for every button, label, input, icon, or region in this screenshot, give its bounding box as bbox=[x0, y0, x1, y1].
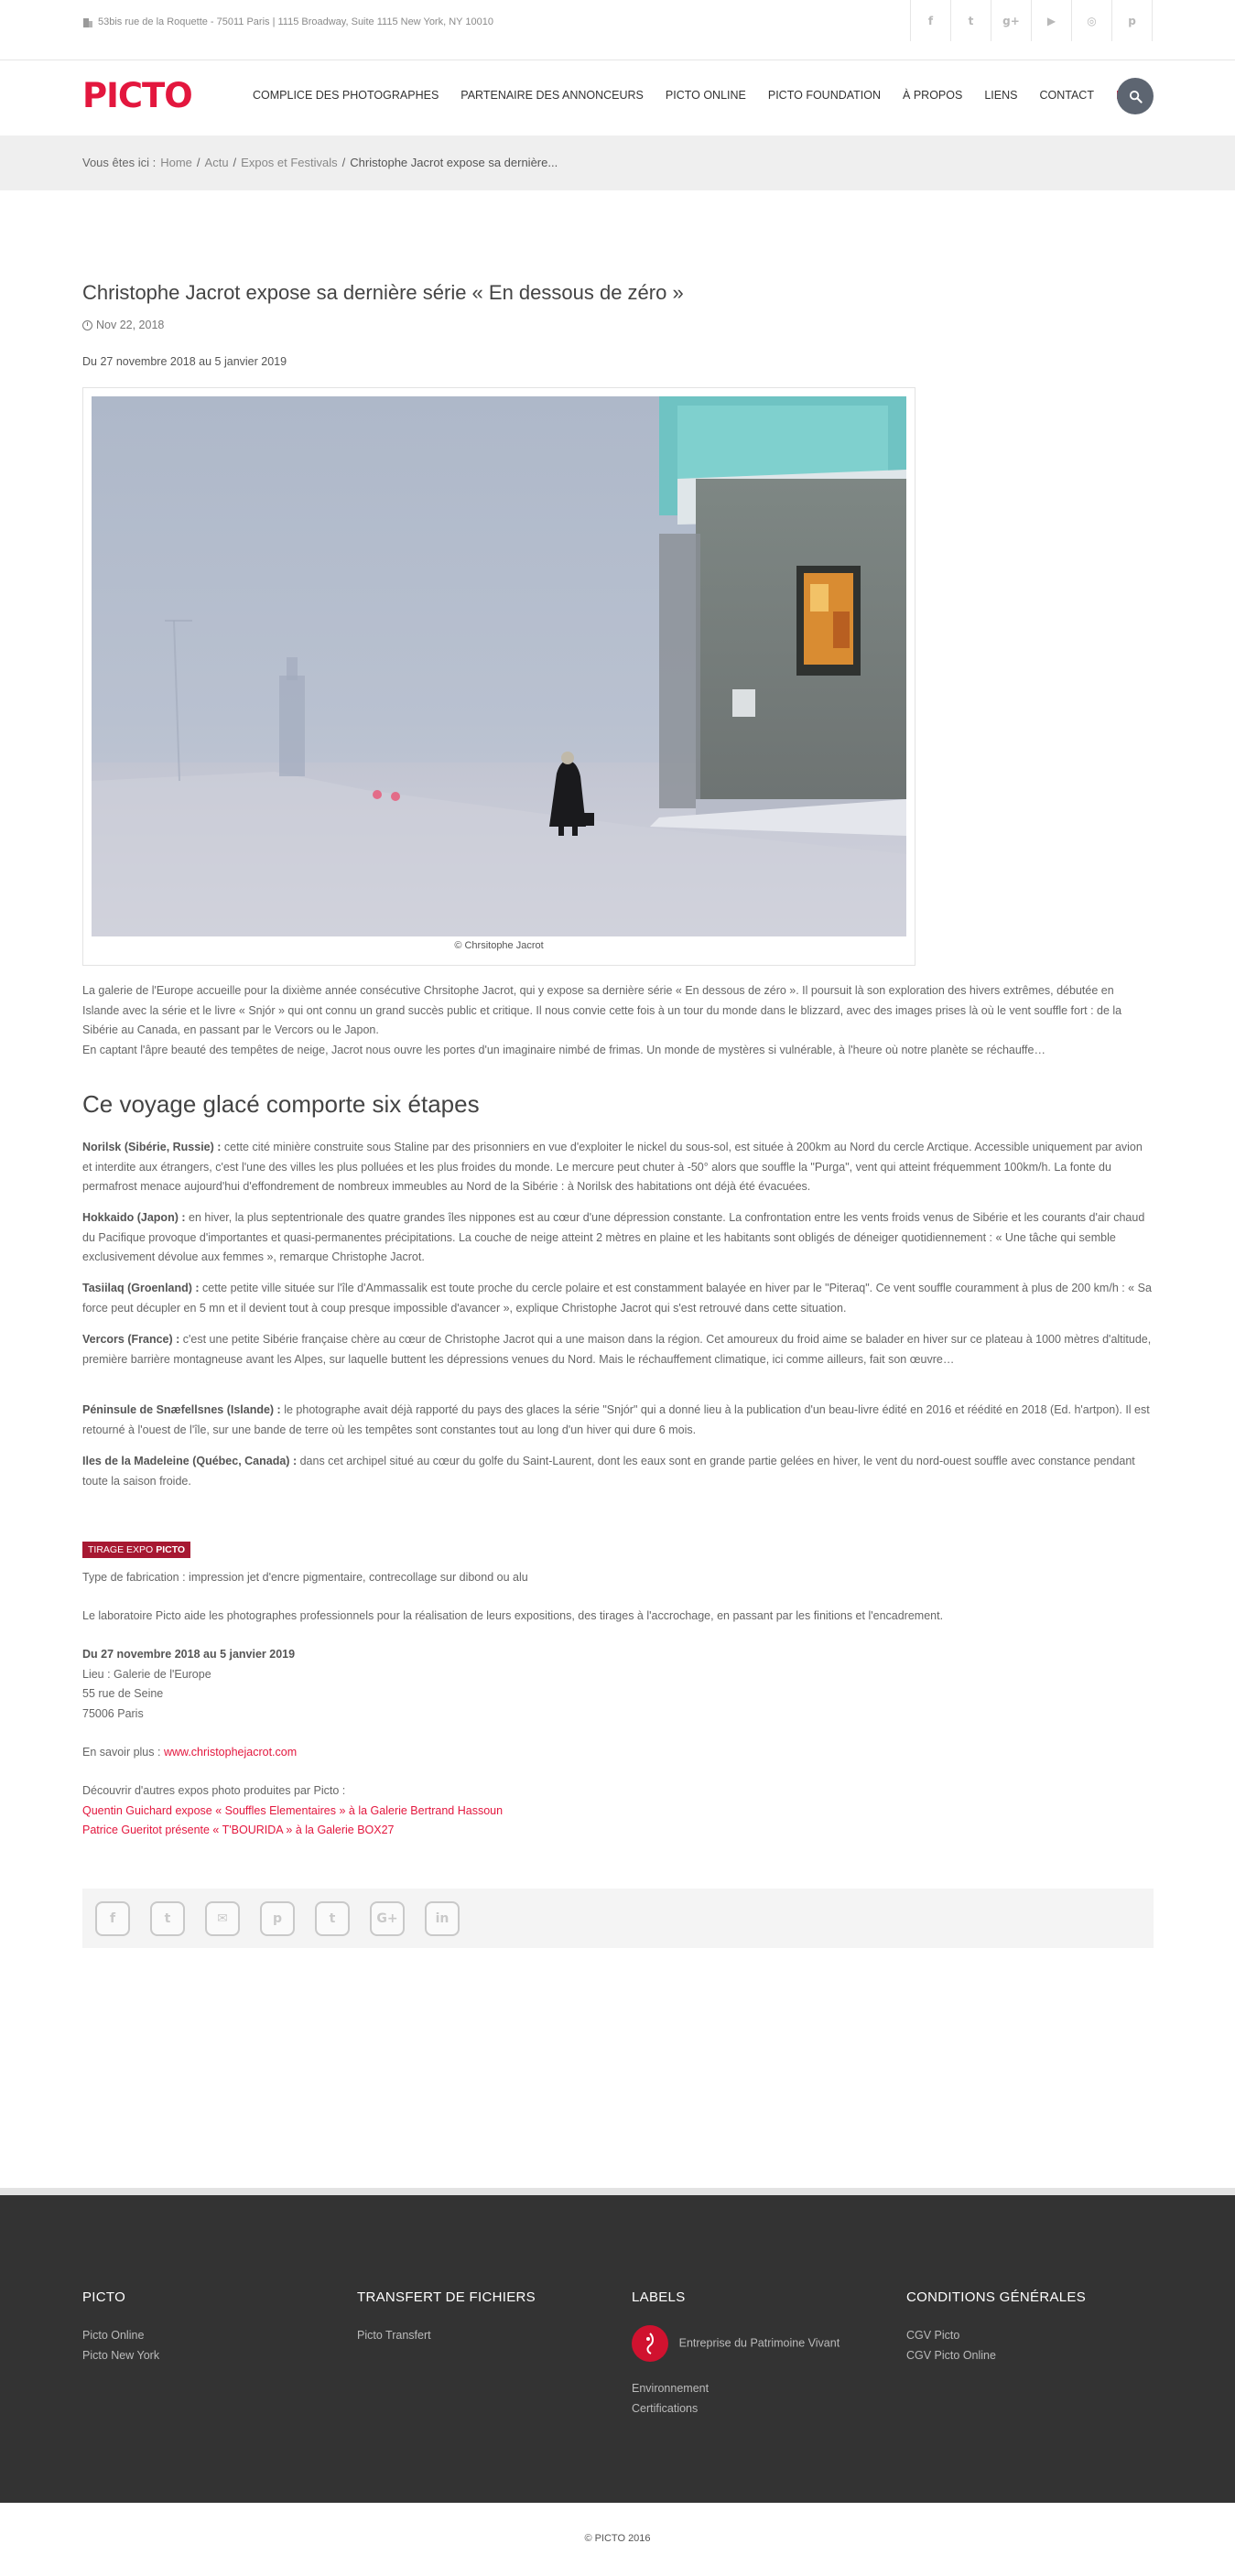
intro-paragraph bbox=[82, 981, 1154, 1060]
twitter-icon[interactable]: t bbox=[951, 0, 991, 41]
article-photo[interactable] bbox=[92, 396, 906, 936]
search-icon bbox=[1129, 90, 1143, 103]
related-link[interactable]: Quentin Guichard expose « Souffles Elementaires » à la Galerie Bertrand Hassoun bbox=[82, 1803, 504, 1817]
clock-icon bbox=[82, 320, 92, 330]
footer-col-labels bbox=[632, 2289, 840, 2419]
tumblr-share-icon[interactable]: t bbox=[315, 1901, 350, 1936]
site-header bbox=[0, 60, 1235, 135]
address-bar bbox=[82, 16, 493, 27]
pinterest-share-icon[interactable]: p bbox=[260, 1901, 295, 1936]
nav-item-picto-online[interactable]: PICTO ONLINE bbox=[665, 89, 746, 102]
share-bar bbox=[82, 1889, 1154, 1948]
stage-place: Iles de la Madeleine (Québec, Canada) : bbox=[82, 1455, 298, 1467]
epv-label-text: Entreprise du Patrimoine Vivant bbox=[678, 2336, 840, 2350]
copyright-text: © PICTO 2016 bbox=[584, 2533, 651, 2544]
info-period: Du 27 novembre 2018 au 5 janvier 2019 bbox=[82, 1648, 296, 1661]
article-period: Du 27 novembre 2018 au 5 janvier 2019 bbox=[82, 355, 287, 368]
instagram-icon[interactable]: ◎ bbox=[1072, 0, 1112, 41]
snowy-street-photo bbox=[92, 396, 906, 936]
linkedin-share-icon[interactable]: in bbox=[425, 1901, 460, 1936]
info-city: 75006 Paris bbox=[82, 1706, 144, 1720]
picto-logo[interactable]: PICTO bbox=[82, 76, 192, 115]
stage-paragraph bbox=[82, 1401, 1154, 1440]
breadcrumb-separator: / bbox=[196, 156, 200, 169]
address-text: 53bis rue de la Roquette - 75011 Paris | 1115 Broadway, Suite 1115 New York, NY 10010 bbox=[98, 16, 493, 27]
stage-place: Vercors (France) : bbox=[82, 1333, 180, 1346]
footer-heading: LABELS bbox=[632, 2289, 686, 2305]
breadcrumb-prefix: Vous êtes ici : bbox=[82, 156, 157, 169]
main-nav bbox=[253, 89, 1170, 102]
badge-text: TIRAGE EXPO bbox=[88, 1544, 154, 1555]
stage-paragraph bbox=[82, 1279, 1154, 1318]
breadcrumb-bar bbox=[0, 135, 1235, 190]
nav-item-propos[interactable]: À PROPOS bbox=[903, 89, 963, 102]
breadcrumb-current: Christophe Jacrot expose sa dernière... bbox=[350, 156, 558, 169]
facebook-share-icon[interactable]: f bbox=[95, 1901, 130, 1936]
more-prefix: En savoir plus : bbox=[82, 1746, 164, 1759]
stage-text: dans cet archipel situé au cœur du golfe du Saint-Laurent, dont les eaux sont en grande partie gelées en hiver, le vent du nord-ouest souffle avec constance pendant toute la saison froide. bbox=[82, 1455, 1135, 1488]
footer-link[interactable]: Environnement bbox=[632, 2382, 710, 2395]
stage-place: Hokkaido (Japon) : bbox=[82, 1211, 186, 1224]
discover-text: Découvrir d'autres expos photo produites par Picto : bbox=[82, 1784, 346, 1797]
breadcrumb-separator: / bbox=[233, 156, 237, 169]
nav-item-contact[interactable]: CONTACT bbox=[1039, 89, 1094, 102]
breadcrumb-actu[interactable]: Actu bbox=[204, 156, 229, 169]
epv-label[interactable] bbox=[632, 2325, 840, 2362]
copyright-bar bbox=[0, 2503, 1235, 2576]
exhibition-info bbox=[82, 1645, 1154, 1724]
footer-col-transfert bbox=[357, 2289, 536, 2345]
footer-link[interactable]: Picto Transfert bbox=[357, 2329, 431, 2342]
footer-col-picto bbox=[82, 2289, 159, 2365]
badge-brand: PICTO bbox=[156, 1544, 186, 1555]
search-button[interactable] bbox=[1117, 78, 1154, 114]
section-heading: Ce voyage glacé comporte six étapes bbox=[82, 1090, 480, 1118]
stage-text: c'est une petite Sibérie française chère au cœur de Christophe Jacrot qui a une maison dans la région. Cet amoureux du froid aime se balader en hiver sur ce plateau à 1000 mètres d'altitude, première barrière montagneuse avant les Alpes, sur laquelle buttent les dépressions venues du Nord. Mais le réchauffement climatique, ici comme ailleurs, fait son œuvre… bbox=[82, 1333, 1152, 1366]
fabrication-text: Type de fabrication : impression jet d'encre pigmentaire, contrecollage sur dibond ou alu bbox=[82, 1571, 528, 1584]
related-link[interactable]: Patrice Gueritot présente « T'BOURIDA » à la Galerie BOX27 bbox=[82, 1824, 395, 1836]
photo-caption: © Chrsitophe Jacrot bbox=[454, 940, 544, 951]
nav-item-liens[interactable]: LIENS bbox=[984, 89, 1018, 102]
tirage-expo-badge bbox=[82, 1542, 190, 1558]
lab-text: Le laboratoire Picto aide les photographes professionnels pour la réalisation de leurs expositions, des tirages à l'accrochage, en passant par les finitions et l'encadrement. bbox=[82, 1609, 944, 1622]
epv-seal-icon bbox=[632, 2325, 668, 2362]
footer-link[interactable]: Picto New York bbox=[82, 2349, 160, 2362]
nav-item-partenaire-des-annonceurs[interactable]: PARTENAIRE DES ANNONCEURS bbox=[460, 89, 644, 102]
nav-item-complice-des-photographes[interactable]: COMPLICE DES PHOTOGRAPHES bbox=[253, 89, 439, 102]
footer-link[interactable]: CGV Picto bbox=[906, 2329, 960, 2342]
google-plus-share-icon[interactable]: G+ bbox=[370, 1901, 405, 1936]
breadcrumb-separator: / bbox=[341, 156, 346, 169]
stage-text: cette cité minière construite sous Staline par des prisonniers en vue d'exploiter le nickel du sous-sol, est située à 200km au Nord du cercle Arctique. Accessible uniquement par avion et interdite aux étrangers, c'est l'une des villes les plus polluées et les plus froides du monde. Le mercure peut chuter à -50° alors que souffle la "Purga", vent qui atteint fréquemment 100km/h. La fonte du permafrost menace aujourd'hui d'effondrement de nombreux immeubles au Nord de la Sibérie : à Norilsk des habitations ont déjà été évacuées. bbox=[82, 1141, 1143, 1193]
stage-text: le photographe avait déjà rapporté du pays des glaces la série "Snjór" qui a donné lieu à la publication d'un beau-livre édité en 2016 et réédité en 2018 (Ed. h'artpon). Il est retourné à l'ouest de l'île, sur une bande de terre où les tempêtes sont constantes tout au long d'un hiver qui dure 6 mois. bbox=[82, 1403, 1150, 1436]
info-street: 55 rue de Seine bbox=[82, 1687, 164, 1700]
article-date bbox=[82, 319, 164, 331]
stage-place: Tasiilaq (Groenland) : bbox=[82, 1282, 200, 1294]
footer-link[interactable]: CGV Picto Online bbox=[906, 2349, 996, 2362]
breadcrumb bbox=[82, 156, 558, 169]
info-lieu: Lieu : Galerie de l'Europe bbox=[82, 1667, 211, 1681]
top-bar bbox=[0, 0, 1235, 60]
site-footer bbox=[0, 2195, 1235, 2503]
nav-item-picto-foundation[interactable]: PICTO FOUNDATION bbox=[767, 89, 882, 102]
social-links bbox=[910, 0, 1153, 41]
facebook-icon[interactable]: f bbox=[911, 0, 951, 41]
youtube-icon[interactable]: ▶ bbox=[1032, 0, 1072, 41]
stage-paragraph bbox=[82, 1138, 1154, 1197]
stage-place: Norilsk (Sibérie, Russie) : bbox=[82, 1141, 222, 1153]
more-info bbox=[82, 1743, 1154, 1763]
stage-paragraph bbox=[82, 1330, 1154, 1369]
footer-heading: PICTO bbox=[82, 2289, 126, 2305]
stage-text: cette petite ville située sur l'île d'Ammassalik est toute proche du cercle polaire et est constamment balayée en hiver par le "Piteraq". Ce vent souffle couramment à plus de 200 km/h : « Sa force peut décupler en 5 mn et il devient tout à coup presque impossible d'avancer », explique Christophe Jacrot qui s'est retrouvé dans cette situation. bbox=[82, 1282, 1152, 1315]
building-icon bbox=[82, 17, 92, 27]
stage-place: Péninsule de Snæfellsnes (Islande) : bbox=[82, 1403, 281, 1416]
intro-text: La galerie de l'Europe accueille pour la dixième année consécutive Chrsitophe Jacrot, qui y expose sa dernière série « En dessous de zéro ». Il poursuit là son exploration des hivers extrêmes, débutée en Islande avec la série et le livre « Snjór » qui ont connu un grand succès public et critique. Il nous convie cette fois à un tour du monde dans le blizzard, avec des images prises là où le vent souffle fort : de la Sibérie au Canada, en passant par le Vercors ou le Japon. bbox=[82, 984, 1122, 1036]
date-text: Nov 22, 2018 bbox=[96, 319, 165, 331]
google-plus-icon[interactable]: g+ bbox=[991, 0, 1032, 41]
email-share-icon[interactable]: ✉ bbox=[205, 1901, 240, 1936]
article-figure bbox=[82, 387, 915, 966]
footer-separator bbox=[0, 2188, 1235, 2195]
footer-heading: TRANSFERT DE FICHIERS bbox=[357, 2289, 536, 2305]
footer-heading: CONDITIONS GÉNÉRALES bbox=[906, 2289, 1087, 2305]
article-title: Christophe Jacrot expose sa dernière série « En dessous de zéro » bbox=[82, 281, 684, 304]
related-expos bbox=[82, 1781, 1154, 1841]
breadcrumb-expos[interactable]: Expos et Festivals bbox=[241, 156, 338, 169]
footer-link[interactable]: Certifications bbox=[632, 2402, 699, 2415]
stage-text: en hiver, la plus septentrionale des quatre grandes îles nippones est au cœur d'une dépression constante. La confrontation entre les vents froids venus de Sibérie et les courants d'air chaud du Pacifique provoque d'importantes et quasi-permanentes précipitations. La couche de neige atteint 2 mètres en plaine et les habitants sont obligés de déneiger quotidiennement : « Une tâche qui semble exclusivement dévolue aux femmes », remarque Christophe Jacrot. bbox=[82, 1211, 1145, 1263]
pinterest-icon[interactable]: p bbox=[1112, 0, 1153, 41]
breadcrumb-home[interactable]: Home bbox=[160, 156, 192, 169]
stage-paragraph bbox=[82, 1208, 1154, 1268]
intro-text-2: En captant l'âpre beauté des tempêtes de neige, Jacrot nous ouvre les portes d'un imaginaire nimbé de frimas. Un monde de mystères si vulnérable, à l'heure où notre planète se réchauffe… bbox=[82, 1043, 1045, 1056]
footer-link[interactable]: Picto Online bbox=[82, 2329, 145, 2342]
stage-paragraph bbox=[82, 1452, 1154, 1491]
twitter-share-icon[interactable]: t bbox=[150, 1901, 185, 1936]
footer-col-cgv bbox=[906, 2289, 1086, 2365]
more-link[interactable]: www.christophejacrot.com bbox=[163, 1746, 298, 1759]
